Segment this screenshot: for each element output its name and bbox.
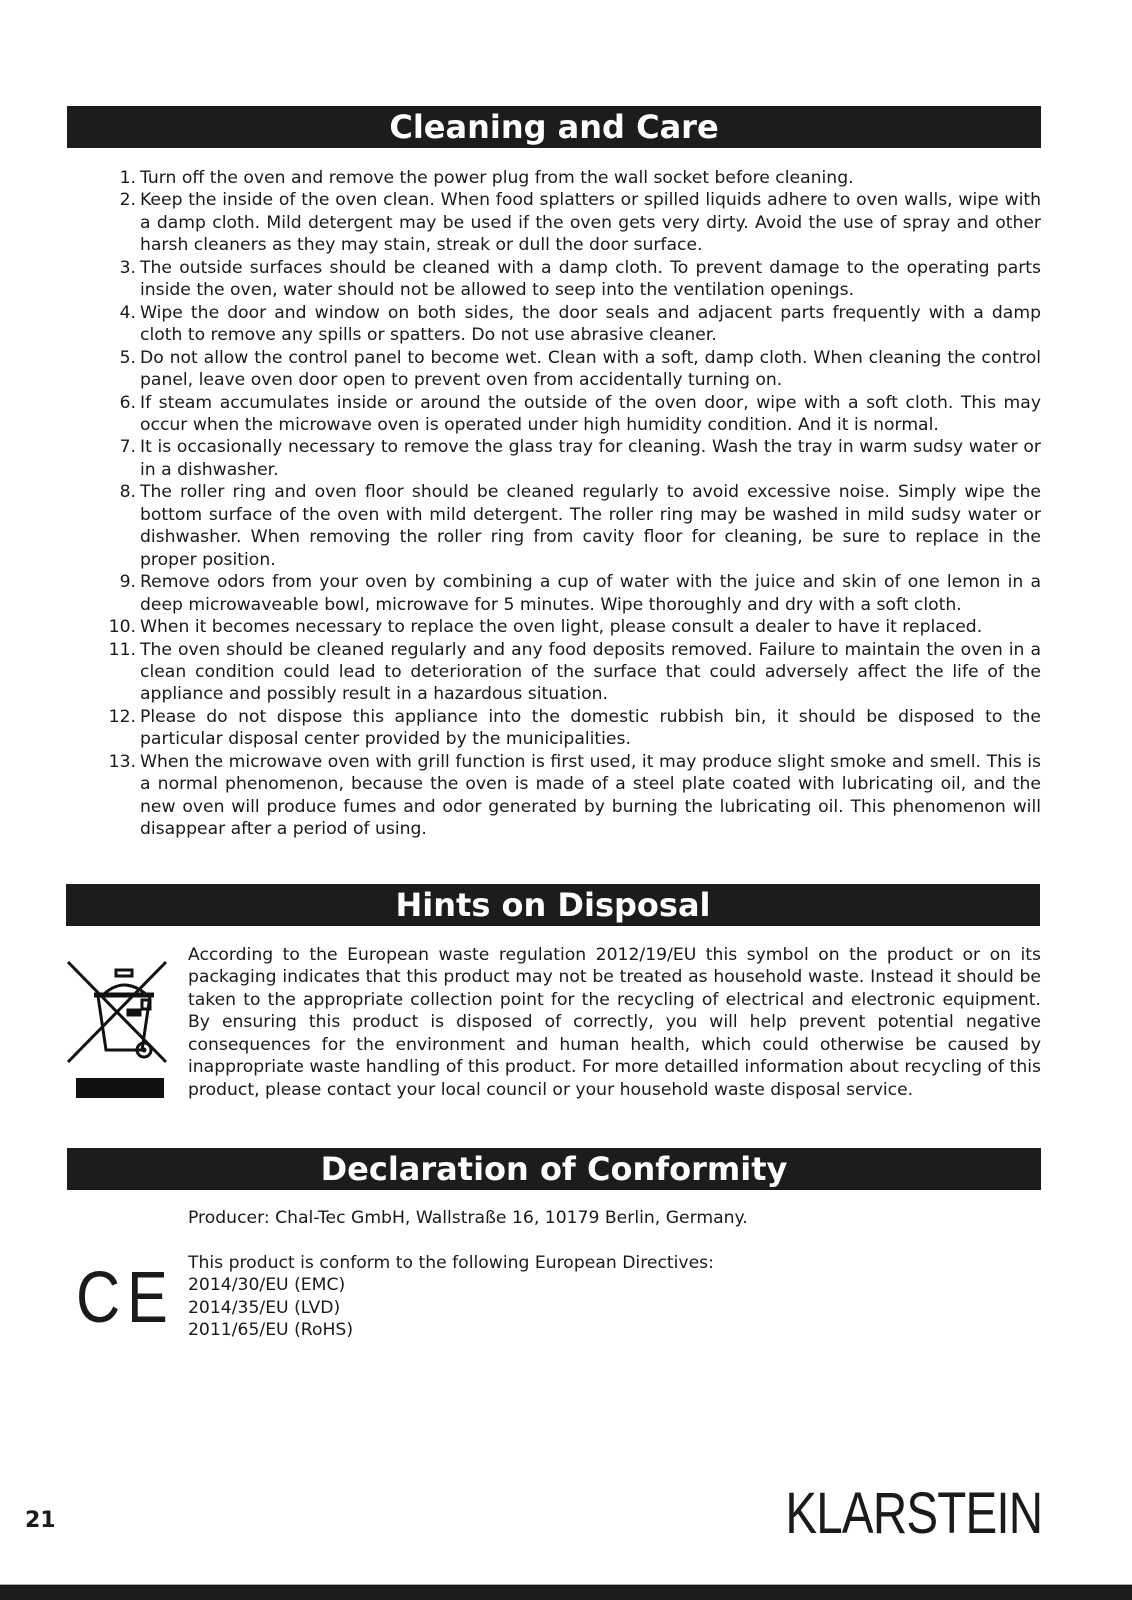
item-text: Turn off the oven and remove the power plug from the wall socket before cleaning.: [140, 168, 854, 188]
item-number: 2.: [119, 190, 136, 211]
list-item: [104, 392, 1041, 437]
directive-item: 2014/30/EU (EMC): [188, 1275, 346, 1296]
item-number: 10.: [108, 617, 136, 638]
list-item: [104, 347, 1041, 392]
list-item: [104, 706, 1041, 751]
item-text: Please do not dispose this appliance into the domestic rubbish bin, it should be disposed to the particular disposal center provided by the municipalities.: [140, 706, 1041, 750]
item-text: When it becomes necessary to replace the oven light, please consult a dealer to have it replaced.: [140, 617, 983, 638]
cleaning-list: [104, 167, 1041, 841]
item-number: 12.: [108, 706, 136, 727]
weee-crossed-bin-icon: [66, 958, 168, 1100]
list-item: [104, 302, 1041, 347]
list-item: [104, 167, 1041, 189]
directive-item: 2014/35/EU (LVD): [188, 1297, 341, 1318]
list-item: [104, 639, 1041, 706]
directive-item: 2011/65/EU (RoHS): [188, 1320, 354, 1341]
item-number: 1.: [119, 168, 136, 188]
list-item: [104, 257, 1041, 302]
producer-text: Producer: Chal-Tec GmbH, Wallstraße 16, 10179 Berlin, Germany.: [188, 1208, 748, 1228]
directives-intro: This product is conform to the following European Directives:: [188, 1253, 714, 1273]
item-number: 4.: [119, 302, 136, 323]
page-number: 21: [25, 1508, 56, 1533]
item-text: It is occasionally necessary to remove the glass tray for cleaning. Wash the tray in warm sudsy water or in a dishwasher.: [140, 437, 1041, 480]
item-text: Do not allow the control panel to become wet. Clean with a soft, damp cloth. When cleaning the control panel, leave oven door open to prevent oven from accidentally turning on.: [140, 347, 1041, 391]
item-number: 5.: [119, 347, 136, 368]
item-text: If steam accumulates inside or around the outside of the oven door, wipe with a soft cloth. This may occur when the microwave oven is operated under high humidity condition. And it is normal.: [140, 392, 1041, 435]
brand-logo: KLARSTEIN: [785, 1481, 1042, 1546]
list-item: [104, 751, 1041, 841]
list-item: [104, 616, 1041, 638]
item-text: The oven should be cleaned regularly and any food deposits removed. Failure to maintain the oven in a clean condition could lead to deterioration of the surface that could adversely affect the life of the appliance and possibly result in a hazardous situation.: [140, 639, 1041, 705]
item-text: The outside surfaces should be cleaned with a damp cloth. To prevent damage to the operating parts inside the oven, water should not be allowed to seep into the ventilation openings.: [140, 257, 1041, 301]
section-heading-cleaning: Cleaning and Care: [67, 106, 1041, 148]
item-number: 3.: [119, 257, 136, 278]
list-item: [104, 481, 1041, 571]
item-text: Keep the inside of the oven clean. When food splatters or spilled liquids adhere to oven walls, wipe with a damp cloth. Mild detergent may be used if the oven gets very dirty. Avoid the use of spray and other harsh cleaners as they may stain, streak or dull the door surface.: [140, 190, 1041, 256]
item-text: Remove odors from your oven by combining a cup of water with the juice and skin of one lemon in a deep microwaveable bowl, microwave for 5 minutes. Wipe thoroughly and dry with a soft cloth.: [140, 572, 1041, 615]
item-text: When the microwave oven with grill function is first used, it may produce slight smoke and smell. This is a normal phenomenon, because the oven is made of a steel plate coated with lubricating oil, and the new oven will produce fumes and odor generated by burning the lubricating oil. This phenomenon will disappear after a period of using.: [140, 751, 1041, 840]
list-item: [104, 189, 1041, 256]
item-number: 7.: [119, 437, 136, 458]
item-text: Wipe the door and window on both sides, the door seals and adjacent parts frequently with a damp cloth to remove any spills or spatters. Do not use abrasive cleaner.: [140, 302, 1041, 346]
list-item: [104, 571, 1041, 616]
list-item: [104, 436, 1041, 481]
footer-bar: [0, 1584, 1132, 1600]
item-number: 8.: [119, 482, 136, 503]
ce-mark-icon: CE: [76, 1258, 175, 1338]
directives-block: [188, 1252, 714, 1342]
disposal-text: According to the European waste regulation 2012/19/EU this symbol on the product or on its packaging indicates that this product may not be treated as household waste. Instead it should be taken to the appropriate collection point for the recycling of electrical and electronic equipment. By ensuring this product is disposed of correctly, you will help prevent potential negative consequences for the environment and human health, which could otherwise be caused by inappropriate waste handling of this product. For more detailled information about recycling of this product, please contact your local council or your household waste disposal service.: [188, 945, 1041, 1100]
item-text: The roller ring and oven floor should be cleaned regularly to avoid excessive noise. Simply wipe the bottom surface of the oven with mild detergent. The roller ring may be washed in mild sudsy water or dishwasher. When removing the roller ring from cavity floor for cleaning, be sure to replace in the proper position.: [140, 482, 1041, 570]
item-number: 11.: [108, 639, 136, 660]
item-number: 13.: [108, 751, 136, 772]
item-number: 9.: [119, 572, 136, 593]
section-heading-conformity: Declaration of Conformity: [67, 1148, 1041, 1190]
item-number: 6.: [119, 392, 136, 413]
section-heading-disposal: Hints on Disposal: [66, 884, 1040, 926]
